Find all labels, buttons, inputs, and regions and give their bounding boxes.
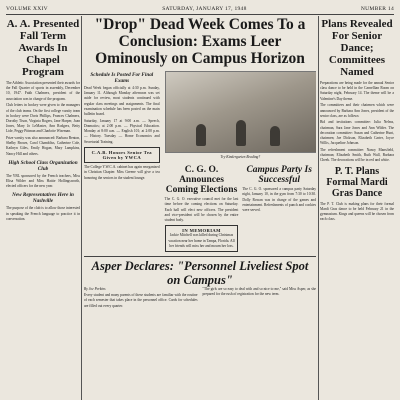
- issue-number: NUMBER 14: [360, 6, 394, 12]
- asper-grid: [84, 287, 316, 309]
- memoriam-title: IN MEMORIAM: [182, 228, 221, 234]
- cgo-party-row: [165, 162, 316, 254]
- aa-awards-headline: A. A. Presented Fall Term Awards In Chapel Program: [6, 18, 80, 78]
- nashville-paragraph: The purpose of the club is to allow those interested in speaking the French language to practice it in conversation.: [6, 206, 80, 221]
- dead-week-banner-headline: "Drop" Dead Week Comes To a Conclusion: Exams Leer Ominously on Campus Horizon: [94, 16, 306, 67]
- center-subcolumn-1: [84, 69, 160, 254]
- right-column: [320, 16, 394, 400]
- center-section: [84, 16, 316, 400]
- asper-byline: By Joe Perkins: [84, 287, 106, 292]
- senior-paragraph: Preparations are being made for the annual Senior class dance to be held in the Carnellian Room on Saturday night, February 14. The theme will be a Valentine's Day theme.: [320, 81, 394, 101]
- mardi-paragraph: The P. T. Club is making plans for their formal Mardi Gras dance to be held February 21 in the gymnasium. Kings and queens will be chosen from each class.: [320, 201, 394, 222]
- ywca-headline: C.A.B. Honors Senior Tea Given by YWCA: [91, 149, 152, 160]
- senior-dance-headline: Plans Revealed For Senior Dance; Committees Named: [321, 18, 393, 78]
- kindergarten-photo: [165, 71, 316, 153]
- asper-paragraph: "The girls are so easy to deal with and so nice to me," said Miss Asper, as she prepared for the rush of registration for the new term.: [202, 287, 316, 297]
- person-figure: [236, 120, 246, 146]
- asper-col-2: [203, 287, 317, 309]
- club-subhead: High School Class Organization Club: [8, 159, 78, 172]
- mardi-gras-headline: P. T. Plans Formal Mardi Gras Dance: [326, 165, 388, 199]
- campus-party-headline: Campus Party Is Successful: [246, 165, 312, 186]
- volume-number: VOLUME XXIV: [6, 6, 48, 12]
- aa-paragraph: Prize varsity was also announced: Barbara Benton, Shelby Brown, Carol Chambliss, Catherine Cole, Kathryn Giles, Emily Hogan, Mary Lampkins, Nancy Hill and others.: [6, 136, 80, 156]
- left-column: [6, 16, 80, 400]
- exam-paragraph: Dead Week began officially at 4:30 p.m. Sunday, January 11. Although Monday afternoon was set aside for review, most students continued with regular class meetings and assignments. The final examination schedule has been posted on the main bulletin board.: [84, 86, 160, 117]
- party-block: [242, 162, 316, 254]
- center-subcolumn-2: [165, 69, 316, 254]
- masthead: [6, 4, 394, 15]
- asper-col-1: [84, 287, 198, 309]
- memoriam-box: [165, 225, 239, 252]
- aa-paragraph: Club letters in hockey were given to the managers of the club teams. On the first college varsity team in hockey were Doris Phillips, Frances Chalmers, Dorothy Tison, Virginia Rogers, Jane Harper, Joan Jones, Mary Jo LeMaster, Ann Rodgers, Betty Lide, Peggy Pittman and Charlotte Wiseman.: [6, 103, 80, 134]
- center-grid: [84, 69, 316, 254]
- ywca-paragraph: The College Y.W.C.A. cabinet has again reorganized in Christian Chapter. Miss Greene will give a tea honoring the seniors in the student lounge.: [84, 165, 160, 180]
- column-rule: [81, 16, 82, 400]
- party-paragraph: The C. G. O. sponsored a campus party Saturday night, January 10, in the gym from 7:30 to 10:30. Dolly Rowan was in charge of the games and entertainment. Refreshments of punch and cookies were served.: [242, 187, 316, 213]
- person-figure: [196, 124, 206, 146]
- exam-schedule-subhead: Schedule Is Posted For Final Exams: [90, 72, 154, 84]
- photo-caption: Try Kindergarten Reading?: [220, 155, 261, 159]
- cgo-headline: C. G. O. Announces Coming Elections: [165, 165, 238, 196]
- exam-paragraph: Saturday, January 17 at 9:00 a.m. — Speech, Dramatics; at 2:00 p.m. — Physical Education. Monday at 8:00 a.m. — English 101; at 2:00 p.m. — History. Tuesday — Home Economics and Secretarial Training.: [84, 118, 160, 144]
- senior-paragraph: The committees and their chairmen which were announced by Barbara Ann Jones, president of the senior class, are as follows:: [320, 103, 394, 118]
- cgo-block: [165, 162, 239, 254]
- column-rule: [318, 16, 319, 400]
- nashville-subhead: New Representatives Here in Nashville: [12, 192, 74, 205]
- asper-headline: Asper Declares: "Personnel Liveliest Spot on Campus": [84, 256, 316, 287]
- issue-date: SATURDAY, JANUARY 17, 1948: [162, 6, 247, 12]
- ywca-box: [84, 147, 160, 163]
- memoriam-text: Jackie Mitchell was killed during Christmas vacation near her home in Tampa, Florida. All her friends will miss her and mourn her loss.: [168, 233, 235, 248]
- aa-paragraph: The Athletic Association presented their awards for the Fall Quarter of sports in assembly, December 10, 1947. Faith Chalmers, president of the association was in charge of the program.: [6, 81, 80, 101]
- club-paragraph: The YBL sponsored by the French teachers, Miss Elisa Wilder and Miss Hattie Hollingsworth, elected officers for the new year.: [6, 173, 80, 189]
- senior-paragraph: The refreshment committee: Nancy Mansfield, chairman; Elizabeth Smith, Ruth Wall, Barbara Cheek. The decorations will be in red and white.: [320, 147, 394, 163]
- person-figure: [270, 126, 280, 146]
- cgo-paragraph: The C. G. O. executive council met for the last time before the coming elections on Saturday. Each hall will elect new officers. The president and vice-president will be chosen by the entire student body.: [164, 197, 239, 223]
- asper-paragraph: Every student and many parents of these students are familiar with the routine of each semester that takes place in the personnel office. Cards for schedules are filled out every quarter.: [84, 293, 198, 308]
- senior-paragraph: Bid and invitations committee: Julia Nelms, chairman, Sara Jane Jones and Ann Wilder. The decoration committee: Susan and Catherine Hunt, chairmen; Joe Dickson, Elizabeth Carter, Joyce Willis, Jacqueline Johnson.: [320, 120, 394, 146]
